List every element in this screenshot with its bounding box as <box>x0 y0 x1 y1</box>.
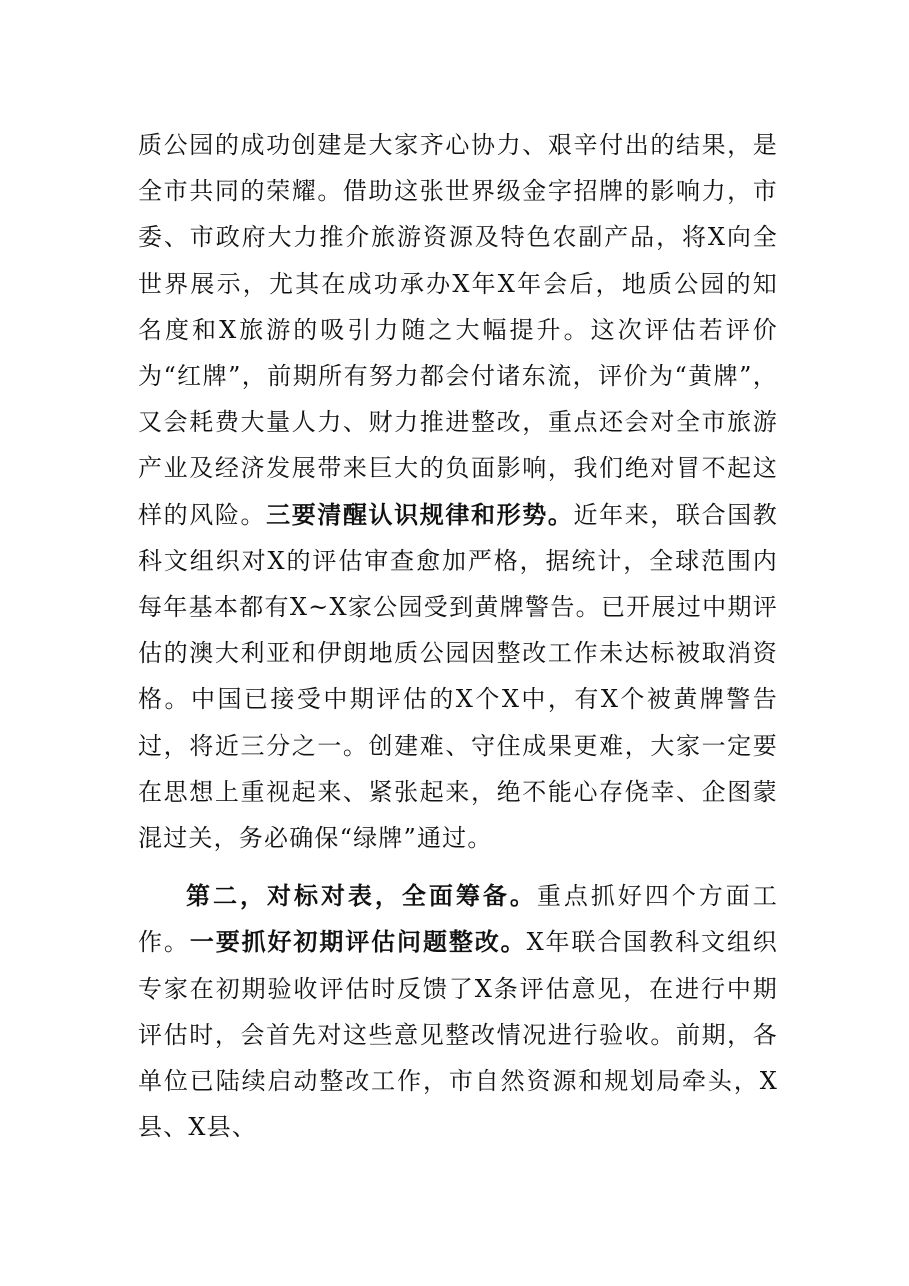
heading-first-requirement: 一要抓好初期评估问题整改。 <box>189 928 527 957</box>
paragraph-2 <box>138 873 778 1150</box>
paragraph-1-text-continued: 近年来，联合国教科文组织对X的评估审查愈加严格，据统计，全球范围内每年基本都有X~X家公园受到黄牌警告。已开展过中期评估的澳大利亚和伊朗地质公园因整改工作未达标被取消资格。中国已接受中期评估的X个X中，有X个被黄牌警告过，将近三分之一。创建难、守住成果更难，大家一定要在思想上重视起来、紧张起来，绝不能心存侥幸、企图蒙混过关，务必确保“绿牌”通过。 <box>138 500 779 853</box>
paragraph-2-text-continued: X年联合国教科文组织专家在初期验收评估时反馈了X条评估意见，在进行中期评估时，会首先对这些意见整改情况进行验收。前期，各单位已陆续启动整改工作，市自然资源和规划局牵头，X县、X县、 <box>138 928 778 1142</box>
paragraph-1 <box>138 122 778 861</box>
paragraph-1-text: 质公园的成功创建是大家齐心协力、艰辛付出的结果，是全市共同的荣耀。借助这张世界级金字招牌的影响力，市委、市政府大力推介旅游资源及特色农副产品，将X向全世界展示，尤其在成功承办X年X年会后，地质公园的知名度和X旅游的吸引力随之大幅提升。这次评估若评价为“红牌”，前期所有努力都会付诸东流，评价为“黄牌”，又会耗费大量人力、财力推进整改，重点还会对全市旅游产业及经济发展带来巨大的负面影响，我们绝对冒不起这样的风险。 <box>138 131 778 529</box>
document-body <box>138 122 778 1150</box>
paragraph-2-text: 重点抓好四个方面工作。 <box>138 882 778 957</box>
section-heading-second: 第二，对标对表，全面筹备。 <box>186 882 537 911</box>
heading-three-requirement: 三要清醒认识规律和形势。 <box>266 500 574 529</box>
